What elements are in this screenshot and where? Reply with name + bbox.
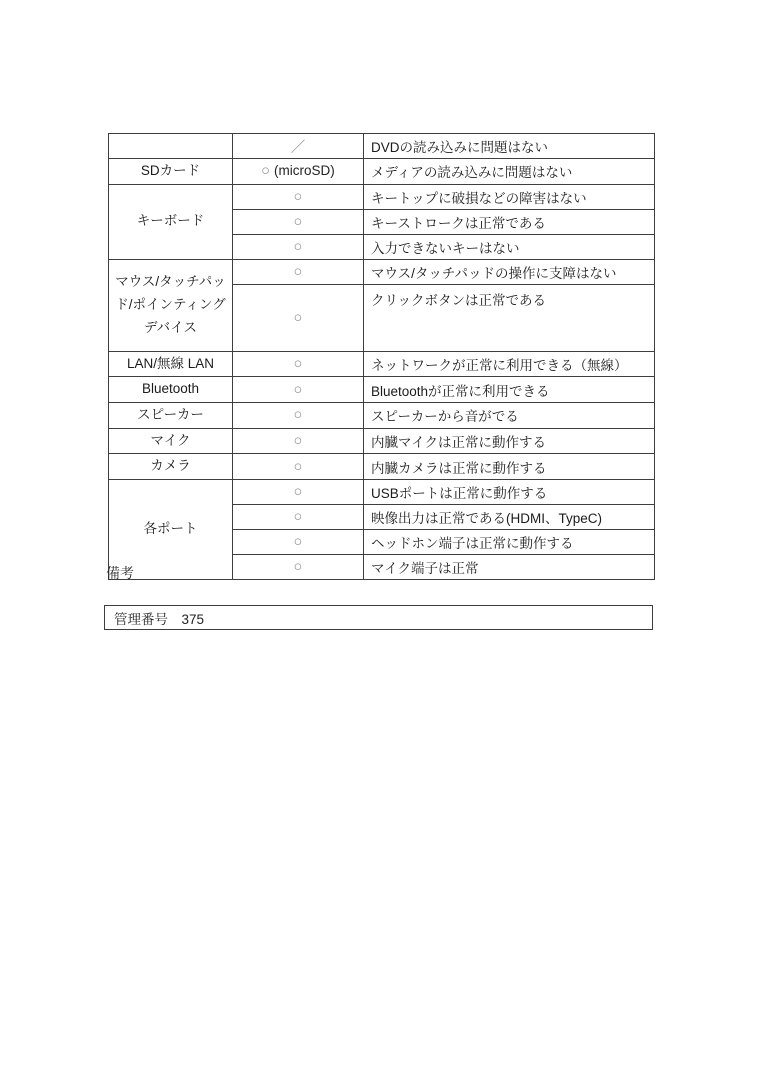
table-row [109, 259, 655, 284]
check-cell [233, 377, 364, 403]
management-number-box [104, 605, 653, 630]
inspection-table-body [109, 134, 655, 580]
description-cell: ネットワークが正常に利用できる（無線） [364, 351, 655, 377]
check-cell [233, 209, 364, 234]
check-cell [233, 530, 364, 555]
table-row [109, 134, 655, 159]
check-mark: ○ [293, 238, 303, 255]
category-cell: キーボード [109, 184, 233, 259]
category-cell: スピーカー [109, 403, 233, 429]
description-cell: スピーカーから音がでる [364, 403, 655, 429]
check-mark: ○ [293, 213, 303, 230]
check-mark: ○ [293, 534, 303, 551]
table-row [109, 159, 655, 185]
category-cell: カメラ [109, 454, 233, 480]
inspection-checklist-table [108, 133, 655, 580]
check-mark: ／ [290, 139, 306, 156]
table-row [109, 480, 655, 505]
check-mark: ○ [293, 407, 303, 424]
table-row [109, 351, 655, 377]
check-cell [233, 403, 364, 429]
check-mark: ○ [293, 263, 303, 280]
check-cell [233, 480, 364, 505]
check-cell [233, 454, 364, 480]
check-mark: ○ [293, 188, 303, 205]
check-cell [233, 184, 364, 209]
description-cell: クリックボタンは正常である [364, 284, 655, 351]
table-row [109, 184, 655, 209]
category-cell: マウス/タッチパッド/ポインティングデバイス [109, 259, 233, 351]
check-mark: ○ [293, 559, 303, 576]
check-note: (microSD) [274, 163, 335, 179]
check-mark: ○ [293, 484, 303, 501]
check-mark: ○ [261, 163, 270, 180]
description-cell: キーストロークは正常である [364, 209, 655, 234]
category-cell: LAN/無線 LAN [109, 351, 233, 377]
description-cell: 映像出力は正常である(HDMI、TypeC) [364, 505, 655, 530]
check-cell [233, 351, 364, 377]
description-cell: ヘッドホン端子は正常に動作する [364, 530, 655, 555]
table-row [109, 428, 655, 454]
description-cell: 内臓カメラは正常に動作する [364, 454, 655, 480]
category-cell: SDカード [109, 159, 233, 185]
description-cell: キートップに破損などの障害はない [364, 184, 655, 209]
description-cell: マイク端子は正常 [364, 555, 655, 580]
description-cell: 内臓マイクは正常に動作する [364, 428, 655, 454]
table-row [109, 403, 655, 429]
category-cell: マイク [109, 428, 233, 454]
table-row [109, 454, 655, 480]
check-cell [233, 159, 364, 185]
check-mark: ○ [293, 509, 303, 526]
category-cell: Bluetooth [109, 377, 233, 403]
check-mark: ○ [293, 458, 303, 475]
description-cell: メディアの読み込みに問題はない [364, 159, 655, 185]
description-cell: 入力できないキーはない [364, 234, 655, 259]
description-cell: マウス/タッチパッドの操作に支障はない [364, 259, 655, 284]
check-cell [233, 555, 364, 580]
check-cell [233, 134, 364, 159]
check-mark: ○ [293, 433, 303, 450]
description-cell: Bluetoothが正常に利用できる [364, 377, 655, 403]
check-mark: ○ [293, 309, 303, 326]
check-cell [233, 428, 364, 454]
check-cell [233, 284, 364, 351]
description-cell: DVDの読み込みに問題はない [364, 134, 655, 159]
check-cell [233, 259, 364, 284]
table-row [109, 377, 655, 403]
check-mark: ○ [293, 356, 303, 372]
remarks-label: 備考 [106, 565, 134, 581]
check-cell [233, 234, 364, 259]
check-mark: ○ [293, 381, 303, 398]
description-cell: USBポートは正常に動作する [364, 480, 655, 505]
management-number-text: 管理番号 375 [114, 611, 205, 627]
check-cell [233, 505, 364, 530]
category-cell: 各ポート [109, 480, 233, 580]
category-cell [109, 134, 233, 159]
